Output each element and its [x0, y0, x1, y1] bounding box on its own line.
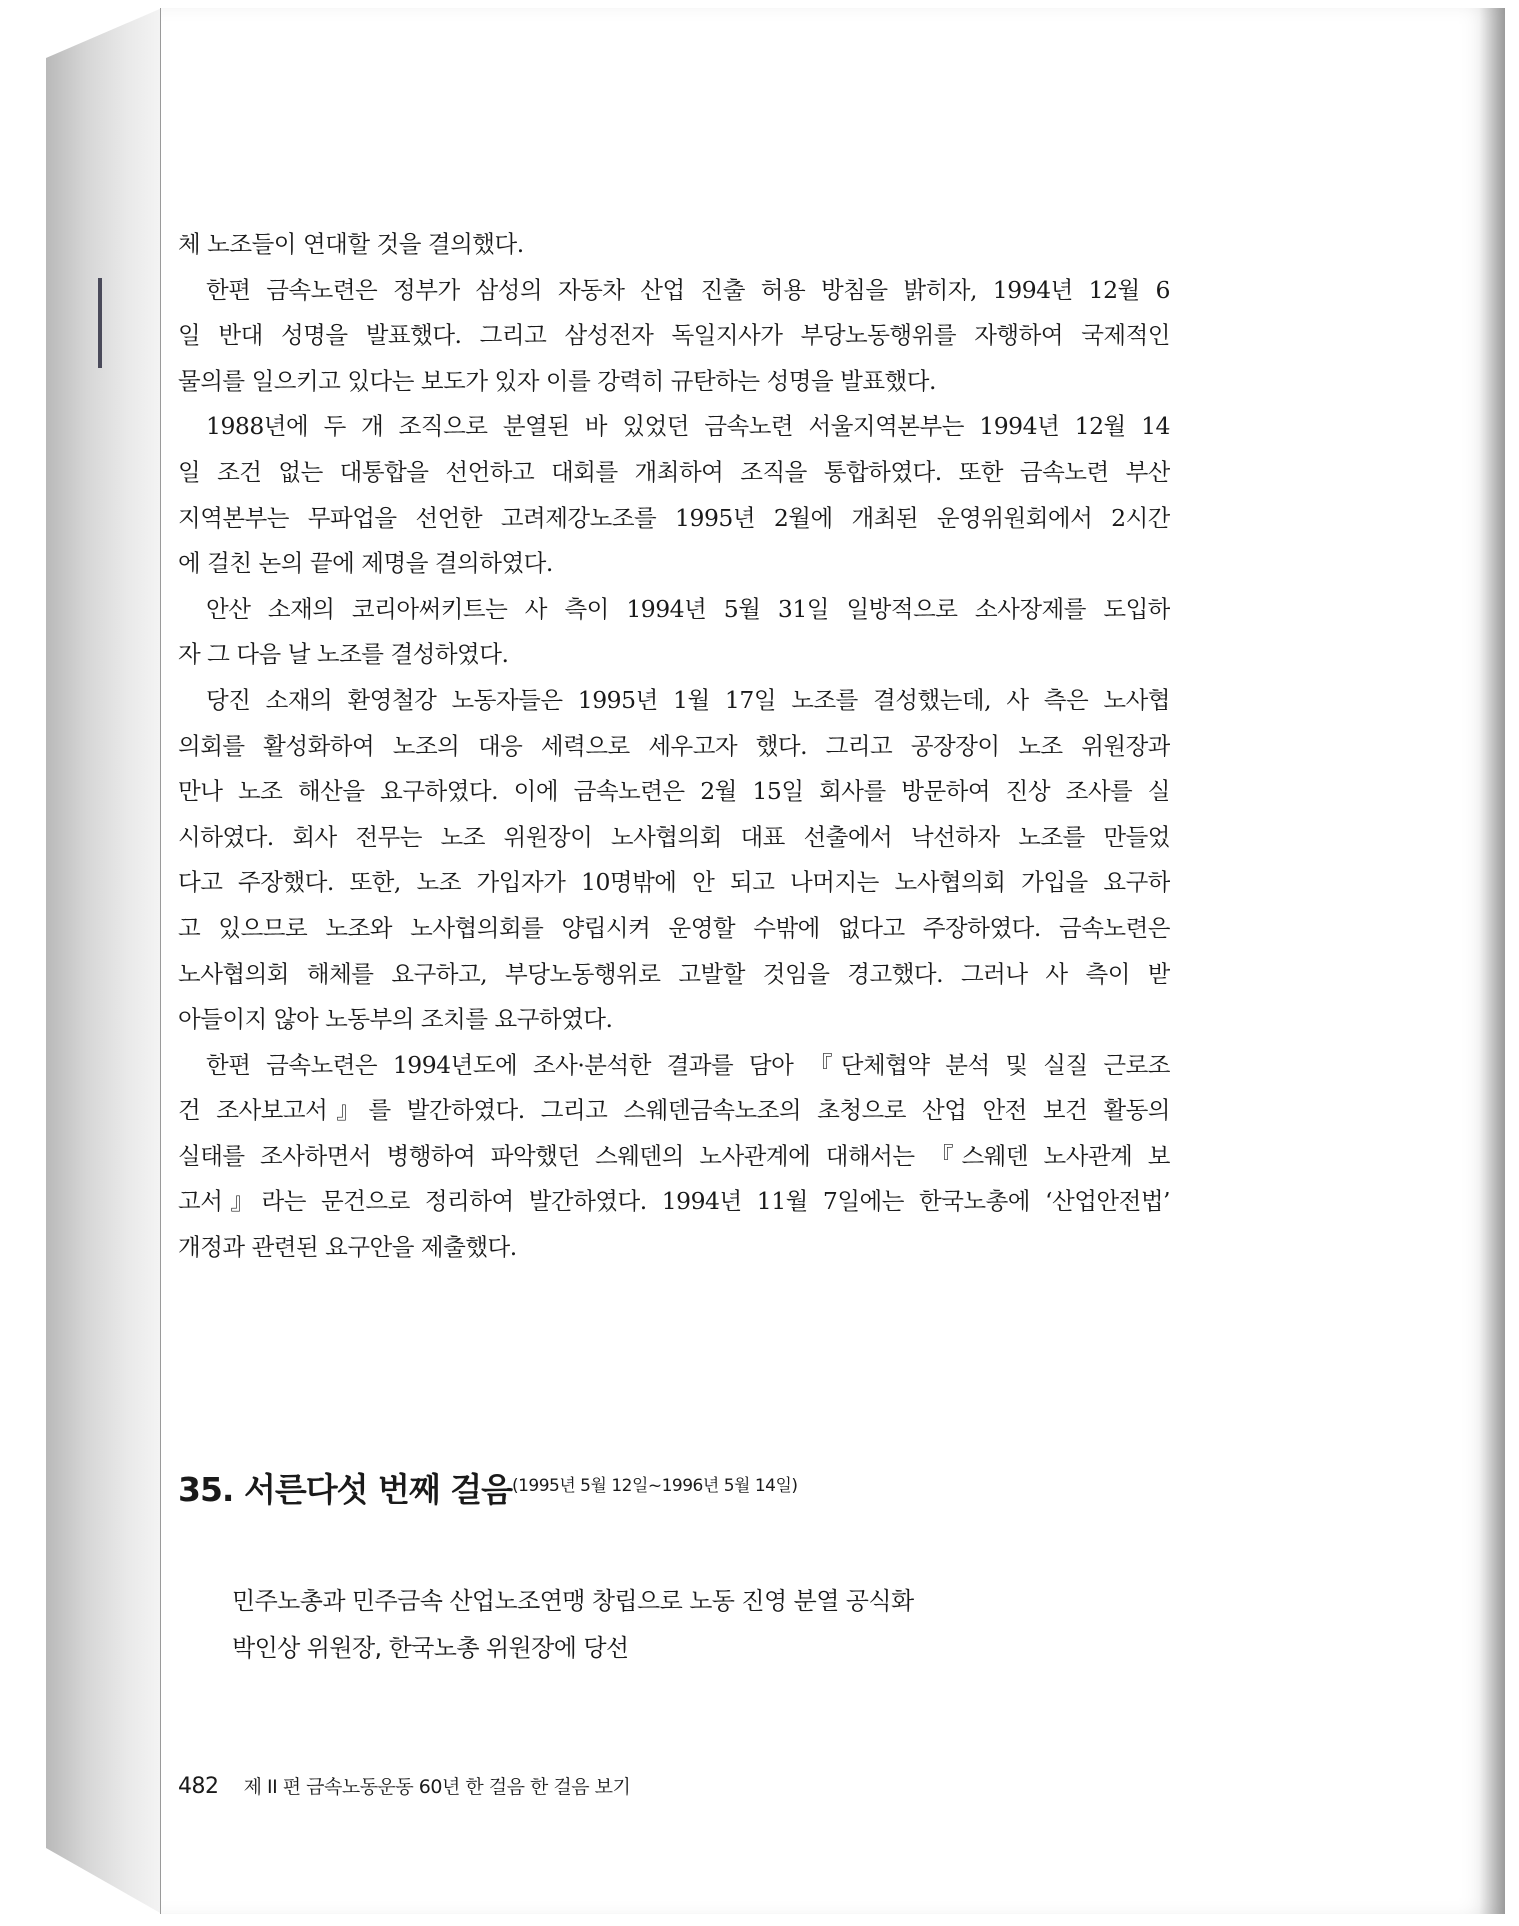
- text-line: 1988년에 두 개 조직으로 분열된 바 있었던 금속노련 서울지역본부는 1994년 12월 14: [206, 412, 1170, 441]
- text-line: 만나 노조 해산을 요구하였다. 이에 금속노련은 2월 15일 회사를 방문하여 진상 조사를 실: [178, 777, 1170, 806]
- text-line: 다고 주장했다. 또한, 노조 가입자가 10명밖에 안 되고 나머지는 노사협의회 가입을 요구하: [178, 868, 1170, 897]
- book-page-stack: [46, 8, 162, 1914]
- text-line: 아들이지 않아 노동부의 조치를 요구하였다.: [178, 1005, 613, 1034]
- text-line: 개정과 관련된 요구안을 제출했다.: [178, 1233, 517, 1262]
- page-footer: [178, 1772, 630, 1799]
- section-date-range: (1995년 5월 12일~1996년 5월 14일): [511, 1476, 798, 1496]
- section-title: [178, 1464, 1170, 1511]
- section-title-text: 35. 서른다섯 번째 걸음: [178, 1470, 512, 1509]
- text-line: 고 있으므로 노조와 노사협의회를 양립시켜 운영할 수밖에 없다고 주장하였다. 금속노련은: [178, 913, 1170, 942]
- text-line: 지역본부는 무파업을 선언한 고려제강노조를 1995년 2월에 개최된 운영위원회에서 2시간: [178, 503, 1170, 532]
- page-number: 482: [178, 1774, 219, 1799]
- text-line: 일 반대 성명을 발표했다. 그리고 삼성전자 독일지사가 부당노동행위를 자행하여 국제적인: [178, 321, 1170, 350]
- text-line: 건 조사보고서』를 발간하였다. 그리고 스웨덴금속노조의 초청으로 산업 안전 보건 활동의: [178, 1096, 1170, 1125]
- text-line: 노사협의회 해체를 요구하고, 부당노동행위로 고발할 것임을 경고했다. 그러나 사 측이 받: [178, 959, 1170, 988]
- text-line: 일 조건 없는 대통합을 선언하고 대회를 개최하여 조직을 통합하였다. 또한 금속노련 부산: [178, 457, 1170, 486]
- bookmark-ribbon: [98, 278, 102, 368]
- text-line: 실태를 조사하면서 병행하여 파악했던 스웨덴의 노사관계에 대해서는 『스웨덴 노사관계 보: [178, 1141, 1170, 1170]
- body-text: [178, 222, 1170, 1271]
- text-line: 한편 금속노련은 1994년도에 조사·분석한 결과를 담아 『단체협약 분석 및 실질 근로조: [206, 1050, 1170, 1079]
- running-title: 제 II 편 금속노동운동 60년 한 걸음 한 걸음 보기: [243, 1776, 631, 1798]
- text-line: 고서』라는 문건으로 정리하여 발간하였다. 1994년 11월 7일에는 한국노총에 ‘산업안전법’: [178, 1187, 1170, 1216]
- summary-line: 박인상 위원장, 한국노총 위원장에 당선: [232, 1634, 629, 1662]
- section-heading: [178, 1464, 1170, 1511]
- text-line: 시하였다. 회사 전무는 노조 위원장이 노사협의회 대표 선출에서 낙선하자 노조를 만들었: [178, 822, 1170, 851]
- text-line: 체 노조들이 연대할 것을 결의했다.: [178, 230, 524, 258]
- summary-line: 민주노총과 민주금속 산업노조연맹 창립으로 노동 진영 분열 공식화: [232, 1587, 914, 1615]
- text-line: 안산 소재의 코리아써키트는 사 측이 1994년 5월 31일 일방적으로 소사장제를 도입하: [206, 594, 1170, 623]
- text-line: 물의를 일으키고 있다는 보도가 있자 이를 강력히 규탄하는 성명을 발표했다.: [178, 366, 936, 395]
- text-line: 당진 소재의 환영철강 노동자들은 1995년 1월 17일 노조를 결성했는데, 사 측은 노사협: [206, 685, 1170, 714]
- text-line: 한편 금속노련은 정부가 삼성의 자동차 산업 진출 허용 방침을 밝히자, 1994년 12월 6: [206, 275, 1170, 304]
- text-line: 자 그 다음 날 노조를 결성하였다.: [178, 640, 509, 669]
- text-line: 의회를 활성화하여 노조의 대응 세력으로 세우고자 했다. 그리고 공장장이 노조 위원장과: [178, 731, 1170, 760]
- page-gutter-shadow: [1479, 8, 1505, 1914]
- text-line: 에 걸친 논의 끝에 제명을 결의하였다.: [178, 549, 553, 578]
- section-summary: [232, 1578, 914, 1672]
